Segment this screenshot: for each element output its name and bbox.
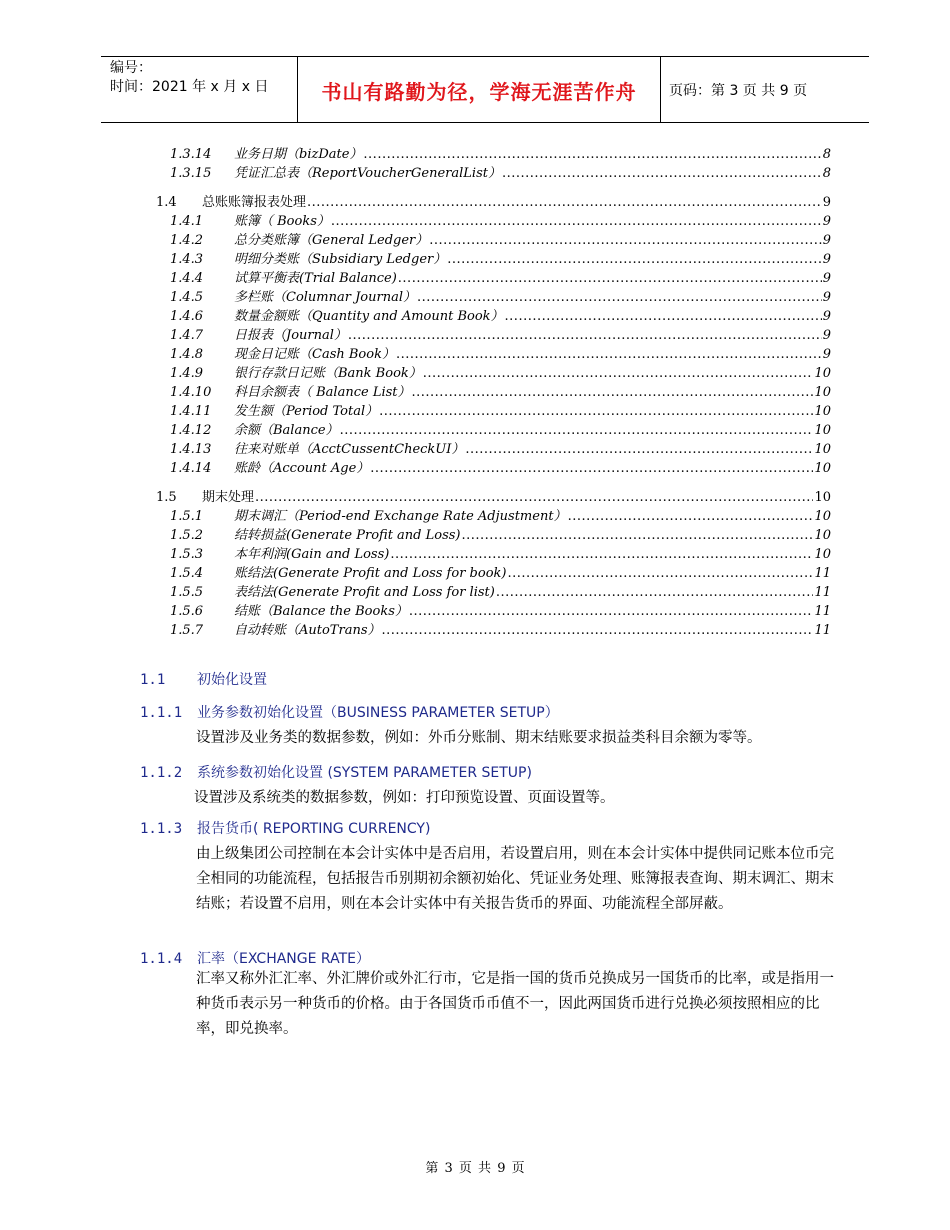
header-page-info: 页码：第 3 页 共 9 页 — [669, 83, 808, 99]
toc-entry-title: 现金日记账（Cash Book） — [234, 347, 395, 362]
subsection-heading — [140, 948, 370, 968]
toc-leader-dots — [502, 166, 822, 181]
toc-entry[interactable] — [156, 191, 831, 210]
toc-entry-title: 科目余额表（ Balance List） — [234, 385, 411, 400]
header-bottom-rule — [101, 122, 869, 123]
toc-entry[interactable] — [170, 543, 831, 562]
toc-entry[interactable] — [156, 486, 831, 505]
subsection-heading — [140, 702, 559, 722]
toc-entry[interactable] — [170, 143, 831, 162]
toc-entry-title: 发生额（Period Total） — [234, 404, 379, 419]
section-title: 业务参数初始化设置（BUSINESS PARAMETER SETUP） — [197, 705, 559, 721]
toc-entry-number: 1.4.11 — [170, 404, 212, 419]
subsection-heading — [140, 818, 430, 838]
toc-entry-page: 8 — [822, 166, 831, 181]
toc-leader-dots — [382, 623, 814, 638]
toc-entry-title: 往来对账单（AcctCussentCheckUI） — [234, 442, 465, 457]
page-footer: 第 3 页 共 9 页 — [425, 1161, 525, 1176]
toc-entry-title: 试算平衡表(Trial Balance) — [234, 271, 397, 286]
toc-leader-dots — [447, 252, 821, 267]
toc-entry-number: 1.4.13 — [170, 442, 212, 457]
toc-entry[interactable] — [170, 267, 831, 286]
toc-entry[interactable] — [170, 210, 831, 229]
toc-leader-dots — [398, 271, 822, 286]
toc-leader-dots — [340, 423, 814, 438]
toc-leader-dots — [462, 528, 814, 543]
toc-entry[interactable] — [170, 229, 831, 248]
toc-entry-number: 1.5.2 — [170, 528, 204, 543]
toc-leader-dots — [379, 404, 813, 419]
toc-entry-page: 11 — [814, 585, 831, 600]
toc-entry-page: 10 — [814, 385, 831, 400]
toc-leader-dots — [429, 233, 821, 248]
toc-entry-title: 总分类账簿（General Ledger） — [234, 233, 429, 248]
toc-entry-title: 自动转账（AutoTrans） — [234, 623, 381, 638]
toc-leader-dots — [568, 509, 814, 524]
toc-entry[interactable] — [170, 505, 831, 524]
toc-entry-number: 1.5.1 — [170, 509, 204, 524]
toc-entry-number: 1.4.14 — [170, 461, 212, 476]
toc-entry-page: 11 — [814, 604, 831, 619]
toc-entry[interactable] — [170, 162, 831, 181]
section-title: 系统参数初始化设置 (SYSTEM PARAMETER SETUP) — [197, 765, 532, 781]
toc-entry-page: 9 — [822, 290, 831, 305]
toc-leader-dots — [390, 547, 813, 562]
toc-entry-number: 1.4.1 — [170, 214, 204, 229]
toc-entry-page: 10 — [814, 366, 831, 381]
section-body: 由上级集团公司控制在本会计实体中是否启用，若设置启用，则在本会计实体中提供同记账本位币完全相同的功能流程，包括报告币别期初余额初始化、凭证业务处理、账簿报表查询、期末调汇、期末结账；若设置不启用，则在本会计实体中有关报告货币的界面、功能流程全部屏蔽。 — [196, 846, 834, 912]
toc-entry-number: 1.4 — [156, 195, 177, 210]
doc-date: 时间：2021 年 x 月 x 日 — [110, 79, 269, 95]
toc-entry-title: 结账（Balance the Books） — [234, 604, 408, 619]
toc-entry-page: 10 — [814, 509, 831, 524]
toc-entry-page: 9 — [822, 347, 831, 362]
toc-entry-title: 期末调汇（Period-end Exchange Rate Adjustment） — [234, 509, 567, 524]
toc-entry-number: 1.5.4 — [170, 566, 204, 581]
section-number: 1.1.1 — [140, 705, 183, 721]
header-motto: 书山有路勤为径，学海无涯苦作舟 — [321, 80, 637, 104]
toc-entry-number: 1.4.3 — [170, 252, 204, 267]
toc-leader-dots — [505, 309, 822, 324]
toc-entry[interactable] — [170, 419, 831, 438]
toc-entry-title: 数量金额账（Quantity and Amount Book） — [234, 309, 504, 324]
toc-leader-dots — [396, 347, 822, 362]
toc-entry-number: 1.4.7 — [170, 328, 204, 343]
toc-entry-page: 8 — [822, 147, 831, 162]
toc-entry-title: 银行存款日记账（Bank Book） — [234, 366, 422, 381]
toc-entry-title: 期末处理 — [202, 490, 255, 505]
toc-entry-title: 余额（Balance） — [234, 423, 339, 438]
toc-entry[interactable] — [170, 305, 831, 324]
section-body: 设置涉及业务类的数据参数，例如：外币分账制、期末结账要求损益类科目余额为零等。 — [196, 730, 762, 746]
header-divider — [660, 56, 661, 122]
toc-entry-page: 9 — [822, 214, 831, 229]
toc-entry[interactable] — [170, 362, 831, 381]
toc-entry-title: 本年利润(Gain and Loss) — [234, 547, 390, 562]
toc-leader-dots — [417, 290, 822, 305]
toc-entry-page: 9 — [822, 252, 831, 267]
section-number: 1.1.2 — [140, 765, 183, 781]
toc-entry-page: 9 — [822, 233, 831, 248]
toc-entry-number: 1.4.8 — [170, 347, 204, 362]
toc-entry-page: 9 — [822, 309, 831, 324]
toc-entry[interactable] — [170, 343, 831, 362]
toc-entry-page: 10 — [814, 547, 831, 562]
toc-entry-number: 1.5.3 — [170, 547, 204, 562]
toc-entry-title: 账簿（ Books） — [234, 214, 330, 229]
toc-entry-number: 1.5.6 — [170, 604, 204, 619]
toc-entry-number: 1.4.2 — [170, 233, 204, 248]
toc-entry-title: 明细分类账（Subsidiary Ledger） — [234, 252, 447, 267]
toc-entry[interactable] — [170, 286, 831, 305]
toc-entry-title: 结转损益(Generate Profit and Loss) — [234, 528, 461, 543]
toc-entry-number: 1.4.10 — [170, 385, 212, 400]
toc-entry-page: 9 — [822, 271, 831, 286]
header-doc-info — [110, 59, 268, 97]
section-body: 汇率又称外汇汇率、外汇牌价或外汇行市，它是指一国的货币兑换成另一国货币的比率，或是指用一种货币表示另一种货币的价格。由于各国货币币值不一，因此两国货币进行兑换必须按照相应的比率，即兑换率。 — [196, 971, 834, 1037]
toc-entry-title: 账龄（Account Age） — [234, 461, 370, 476]
doc-number-label: 编号： — [110, 60, 152, 76]
toc-entry-number: 1.5.5 — [170, 585, 204, 600]
toc-leader-dots — [507, 566, 813, 581]
section-title: 初始化设置 — [197, 672, 267, 688]
toc-entry-title: 总账账簿报表处理 — [202, 195, 307, 210]
section-title: 汇率（EXCHANGE RATE） — [197, 951, 370, 967]
toc-entry-page: 10 — [814, 423, 831, 438]
toc-entry[interactable] — [170, 400, 831, 419]
toc-entry[interactable] — [170, 581, 831, 600]
toc-entry[interactable] — [170, 619, 831, 638]
toc-entry-title: 表结法(Generate Profit and Loss for list) — [234, 585, 495, 600]
toc-entry-page: 10 — [814, 490, 831, 505]
toc-entry-number: 1.4.6 — [170, 309, 204, 324]
section-number: 1.1.3 — [140, 821, 183, 837]
toc-entry-number: 1.5.7 — [170, 623, 204, 638]
toc-leader-dots — [412, 385, 814, 400]
toc-entry-page: 10 — [814, 404, 831, 419]
toc-entry[interactable] — [170, 248, 831, 267]
toc-leader-dots — [423, 366, 814, 381]
section-number: 1.1 — [140, 672, 166, 688]
toc-entry-number: 1.4.4 — [170, 271, 204, 286]
toc-entry[interactable] — [170, 457, 831, 476]
toc-entry-title: 凭证汇总表（ReportVoucherGeneralList） — [234, 166, 501, 181]
toc-leader-dots — [465, 442, 813, 457]
toc-leader-dots — [255, 490, 813, 505]
toc-leader-dots — [307, 195, 822, 210]
toc-entry-page: 10 — [814, 461, 831, 476]
section-heading — [140, 669, 267, 689]
toc-entry-page: 11 — [814, 623, 831, 638]
toc-entry-page: 9 — [822, 195, 831, 210]
toc-entry-page: 9 — [822, 328, 831, 343]
toc-leader-dots — [331, 214, 822, 229]
toc-entry-number: 1.4.9 — [170, 366, 204, 381]
toc-leader-dots — [496, 585, 814, 600]
subsection-heading — [140, 762, 532, 782]
toc-entry[interactable] — [170, 381, 831, 400]
toc-entry-title: 日报表（Journal） — [234, 328, 347, 343]
toc-entry-page: 10 — [814, 442, 831, 457]
toc-entry-title: 账结法(Generate Profit and Loss for book) — [234, 566, 507, 581]
toc-entry-number: 1.3.15 — [170, 166, 212, 181]
toc-entry[interactable] — [170, 324, 831, 343]
toc-leader-dots — [370, 461, 813, 476]
toc-entry[interactable] — [170, 600, 831, 619]
header-top-rule — [101, 56, 869, 57]
section-title: 报告货币( REPORTING CURRENCY) — [197, 821, 431, 837]
toc-entry-number: 1.4.5 — [170, 290, 204, 305]
toc-entry[interactable] — [170, 524, 831, 543]
section-number: 1.1.4 — [140, 951, 183, 967]
toc-entry-page: 10 — [814, 528, 831, 543]
toc-entry-page: 11 — [814, 566, 831, 581]
toc-leader-dots — [363, 147, 821, 162]
toc-entry[interactable] — [170, 562, 831, 581]
toc-entry[interactable] — [170, 438, 831, 457]
section-body: 设置涉及系统类的数据参数，例如：打印预览设置、页面设置等。 — [194, 790, 615, 806]
toc-leader-dots — [348, 328, 822, 343]
toc-entry-number: 1.3.14 — [170, 147, 212, 162]
toc-entry-number: 1.4.12 — [170, 423, 212, 438]
toc-leader-dots — [409, 604, 814, 619]
toc-entry-title: 多栏账（Columnar Journal） — [234, 290, 417, 305]
toc-entry-title: 业务日期（bizDate） — [234, 147, 363, 162]
toc-entry-number: 1.5 — [156, 490, 177, 505]
